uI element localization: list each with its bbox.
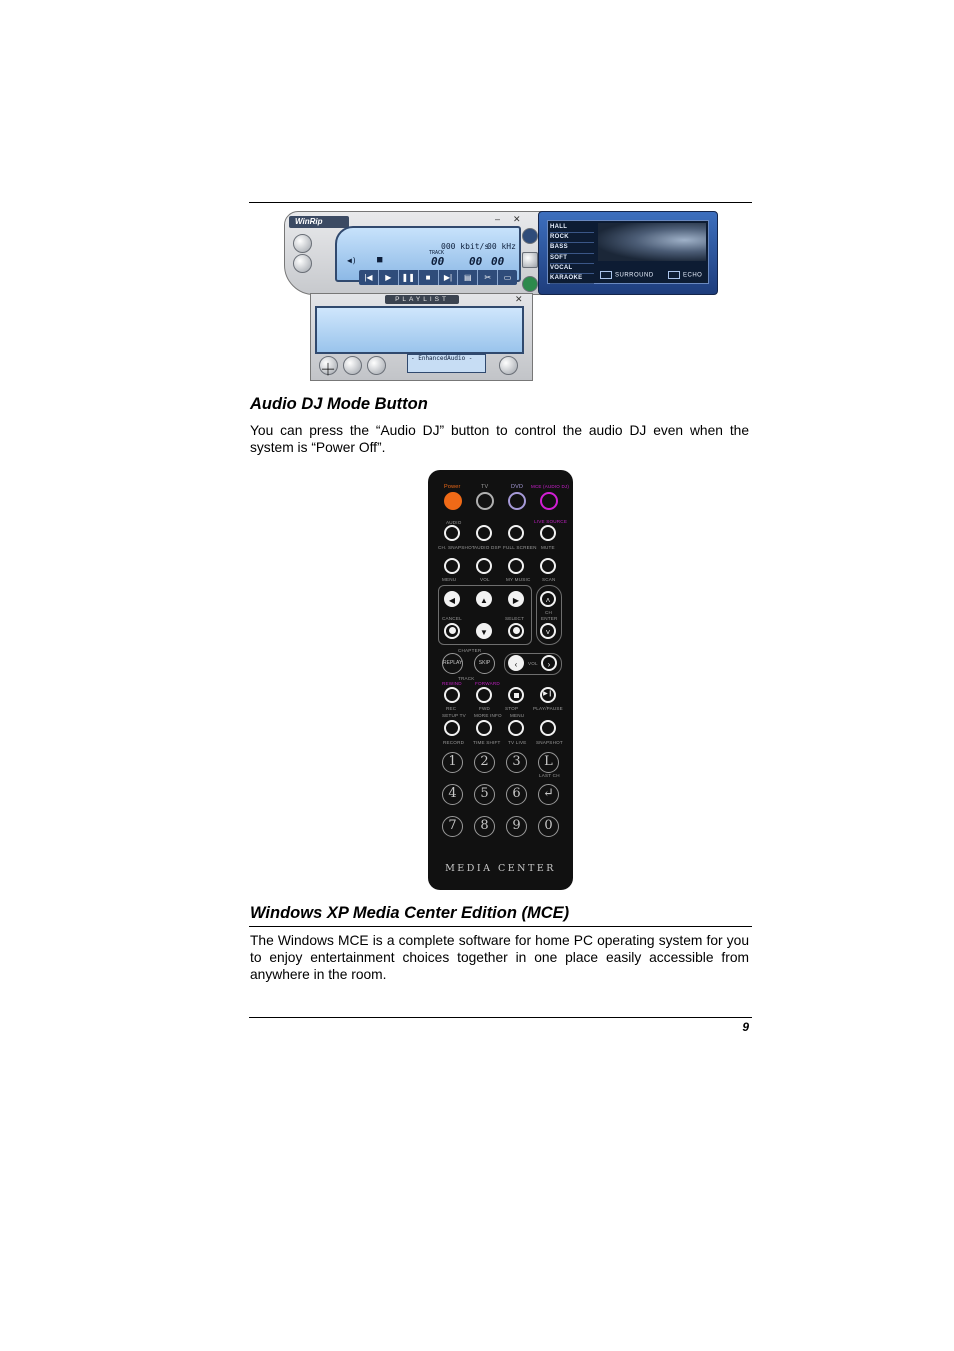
pause-icon[interactable]: ❚❚	[399, 270, 419, 285]
vol-down-button[interactable]	[508, 655, 524, 671]
label-rec: REC	[446, 706, 457, 711]
replay-button[interactable]: REPLAY	[442, 653, 463, 674]
equalizer-display	[547, 220, 709, 284]
lcd-time-min: 00	[469, 255, 483, 268]
lcd-track-label: TRACK	[429, 250, 445, 256]
label-chapter: CHAPTER	[458, 648, 482, 653]
lcd-track: 00	[431, 255, 445, 268]
eq-preset-item[interactable]: VOCAL	[550, 264, 594, 274]
audio-dj-body: You can press the “Audio DJ” button to control the audio DJ even when the system is “Power Off”.	[250, 423, 749, 455]
select-button[interactable]	[508, 623, 524, 639]
ch-down-button[interactable]	[540, 623, 556, 639]
label-stop: STOP	[505, 706, 519, 711]
ch-down-icon: ˅	[545, 628, 551, 637]
record-button[interactable]	[444, 720, 460, 736]
label-select: SELECT	[505, 616, 525, 621]
page-number: 9	[742, 1020, 749, 1034]
stop-icon[interactable]: ■	[419, 270, 439, 285]
audio-dsp-button[interactable]	[476, 525, 492, 541]
label-vol: VOL	[528, 661, 538, 666]
label-ch-enter: ENTER	[541, 616, 558, 621]
playlist-menu-icon[interactable]	[499, 356, 518, 375]
number-key[interactable]: 4	[442, 784, 463, 805]
mce-heading: Windows XP Media Center Edition (MCE)	[250, 904, 570, 922]
lcd-stop-icon: ■	[377, 255, 383, 265]
label-cancel: CANCEL	[442, 616, 462, 621]
eq-preset-item[interactable]: BASS	[550, 243, 594, 253]
label-live-source: LIVE SOURCE	[534, 519, 568, 524]
playlist-play-icon[interactable]	[367, 356, 386, 375]
eq-preset-item[interactable]: HALL	[550, 223, 594, 233]
eq-surround[interactable]	[600, 271, 654, 279]
label-menu: MENU	[442, 577, 457, 582]
label-more-info: MORE INFO	[474, 713, 502, 718]
label-rewind: REWIND	[442, 681, 462, 686]
fwd-button[interactable]	[476, 687, 492, 703]
eq-echo-label: ECHO	[683, 272, 703, 279]
remote-control-image	[428, 470, 573, 890]
player-round-button-top[interactable]	[293, 234, 312, 253]
mce-heading-rule	[249, 926, 752, 927]
screen-icon[interactable]: ▭	[503, 273, 512, 282]
vol-down-icon: ‹	[514, 660, 518, 669]
playlist-remove-icon[interactable]	[343, 356, 362, 375]
play-pause-button[interactable]	[540, 687, 556, 703]
number-key[interactable]: 0	[538, 816, 559, 837]
label-track: TRACK	[458, 676, 475, 681]
number-key[interactable]: L	[538, 752, 559, 773]
top-rule	[249, 202, 752, 203]
down-arrow-button[interactable]	[476, 623, 492, 639]
down-arrow-icon: ▼	[480, 628, 488, 637]
label-mute: MUTE	[541, 545, 555, 550]
snapshot-button[interactable]	[540, 720, 556, 736]
label-ch-snapshot: CH. SNAPSHOT	[438, 545, 475, 550]
power-button[interactable]	[444, 492, 462, 510]
rec-button[interactable]	[444, 687, 460, 703]
vol-up-button[interactable]	[541, 655, 557, 671]
playlist-close-icon[interactable]: ✕	[515, 294, 523, 304]
number-key[interactable]: 5	[474, 784, 495, 805]
mute-button[interactable]	[540, 525, 556, 541]
player-main-window	[284, 211, 546, 295]
label-power: Power	[444, 484, 461, 490]
winrip-player-screenshot	[284, 211, 716, 381]
left-arrow-icon: ◀	[448, 596, 456, 605]
label-audio-dsp: AUDIO DSP	[474, 545, 502, 550]
ch-up-icon: ˄	[545, 596, 551, 605]
up-arrow-button[interactable]	[476, 591, 492, 607]
minimize-icon[interactable]: –	[495, 214, 501, 224]
mce-body: The Windows MCE is a complete software for home PC operating system for you to enjoy entertainment choices together in one place easily accessible from anywhere in the room.	[250, 933, 749, 982]
side-button-1[interactable]	[522, 228, 538, 244]
label-tv: TV	[481, 484, 489, 490]
label-snapshot: SNAPSHOT	[536, 740, 563, 745]
lcd-bitrate: 000 kbit/s	[441, 242, 490, 251]
menu-button[interactable]	[444, 558, 460, 574]
stop-icon	[514, 693, 519, 698]
equalizer-icon[interactable]	[522, 252, 538, 268]
eq-surround-label: SURROUND	[615, 272, 654, 279]
label-fwd: FWD	[479, 706, 491, 711]
eq-visual	[598, 223, 706, 261]
vol-button[interactable]	[476, 558, 492, 574]
close-icon[interactable]: ✕	[513, 214, 521, 224]
label-full-screen: FULL SCREEN	[503, 545, 537, 550]
label-record: RECORD	[443, 740, 465, 745]
label-dvd: DVD	[511, 484, 524, 490]
playlist-add-icon[interactable]: ＋	[319, 356, 338, 375]
label-mce: MCE (AUDIO DJ)	[531, 484, 570, 489]
next-track-icon[interactable]: ▶|	[439, 270, 459, 285]
play-pause-icon: ▶❙	[543, 691, 553, 697]
eq-preset-item[interactable]: ROCK	[550, 233, 594, 243]
audio-dj-heading: Audio DJ Mode Button	[250, 395, 428, 413]
eq-preset-list	[550, 223, 594, 284]
playlist-mini-display: - EnhancedAudio -	[407, 354, 486, 373]
label-play-pause: PLAY/PAUSE	[533, 706, 563, 711]
label-time-shift: TIME SHIFT	[473, 740, 501, 745]
mce-button[interactable]	[540, 492, 558, 510]
audio-button[interactable]	[444, 525, 460, 541]
eq-preset-item[interactable]: KARAOKE	[550, 274, 594, 284]
equalizer-panel	[538, 211, 718, 295]
vol-up-icon: ›	[547, 660, 551, 669]
number-key[interactable]: 2	[474, 752, 495, 773]
playlist-icon[interactable]: ▤	[458, 270, 478, 285]
playlist-title: PLAYLIST	[385, 295, 459, 304]
transport-controls	[359, 270, 517, 285]
prev-track-icon[interactable]: |◀	[359, 270, 379, 285]
label-my-music: MY MUSIC	[506, 577, 531, 582]
dvd-button[interactable]	[508, 492, 526, 510]
label-audio: AUDIO	[446, 520, 462, 525]
number-key[interactable]: 6	[506, 784, 527, 805]
time-shift-button[interactable]	[476, 720, 492, 736]
number-key[interactable]: 7	[442, 816, 463, 837]
label-last-ch: LAST CH	[539, 773, 560, 778]
tv-live-button[interactable]	[508, 720, 524, 736]
ch-up-button[interactable]	[540, 591, 556, 607]
playlist-area[interactable]	[315, 306, 524, 354]
up-arrow-icon: ▲	[480, 596, 488, 605]
label-ch: CH	[545, 610, 553, 615]
label-scan: SCAN	[542, 577, 556, 582]
right-arrow-button[interactable]	[508, 591, 524, 607]
tools-icon[interactable]: ✂	[478, 270, 498, 285]
remote-brand: MEDIA CENTER	[445, 863, 556, 874]
player-round-button-bottom[interactable]	[293, 254, 312, 273]
my-music-button[interactable]	[508, 558, 524, 574]
number-key[interactable]: 9	[506, 816, 527, 837]
number-key[interactable]: 1	[442, 752, 463, 773]
label-tv-live: TV LIVE	[508, 740, 527, 745]
player-logo: WinRip	[289, 216, 349, 228]
label-vol-row3: VOL	[480, 577, 490, 582]
play-icon[interactable]: ▶	[379, 270, 399, 285]
label-setup-tv: SETUP TV	[442, 713, 466, 718]
bottom-rule	[249, 1017, 752, 1018]
playlist-window	[310, 293, 533, 381]
skip-button[interactable]: SKIP	[474, 653, 495, 674]
tv-button[interactable]	[476, 492, 494, 510]
lcd-volume-icon: ◀)	[347, 256, 357, 265]
number-key[interactable]: 3	[506, 752, 527, 773]
scan-button[interactable]	[540, 558, 556, 574]
right-arrow-icon: ▶	[512, 596, 520, 605]
lcd-frequency: 00 kHz	[487, 242, 516, 251]
eq-echo[interactable]	[668, 271, 702, 279]
number-key[interactable]: 8	[474, 816, 495, 837]
left-arrow-button[interactable]	[444, 591, 460, 607]
lcd-time-sec: 00	[491, 255, 505, 268]
number-key[interactable]: ↵	[538, 784, 559, 805]
label-forward: FORWARD	[475, 681, 500, 686]
full-screen-button[interactable]	[508, 525, 524, 541]
side-button-3[interactable]	[522, 276, 538, 292]
cancel-button[interactable]	[444, 623, 460, 639]
eq-preset-item[interactable]: SOFT	[550, 254, 594, 264]
label-menu-row6: MENU	[510, 713, 525, 718]
stop-button[interactable]	[508, 687, 524, 703]
